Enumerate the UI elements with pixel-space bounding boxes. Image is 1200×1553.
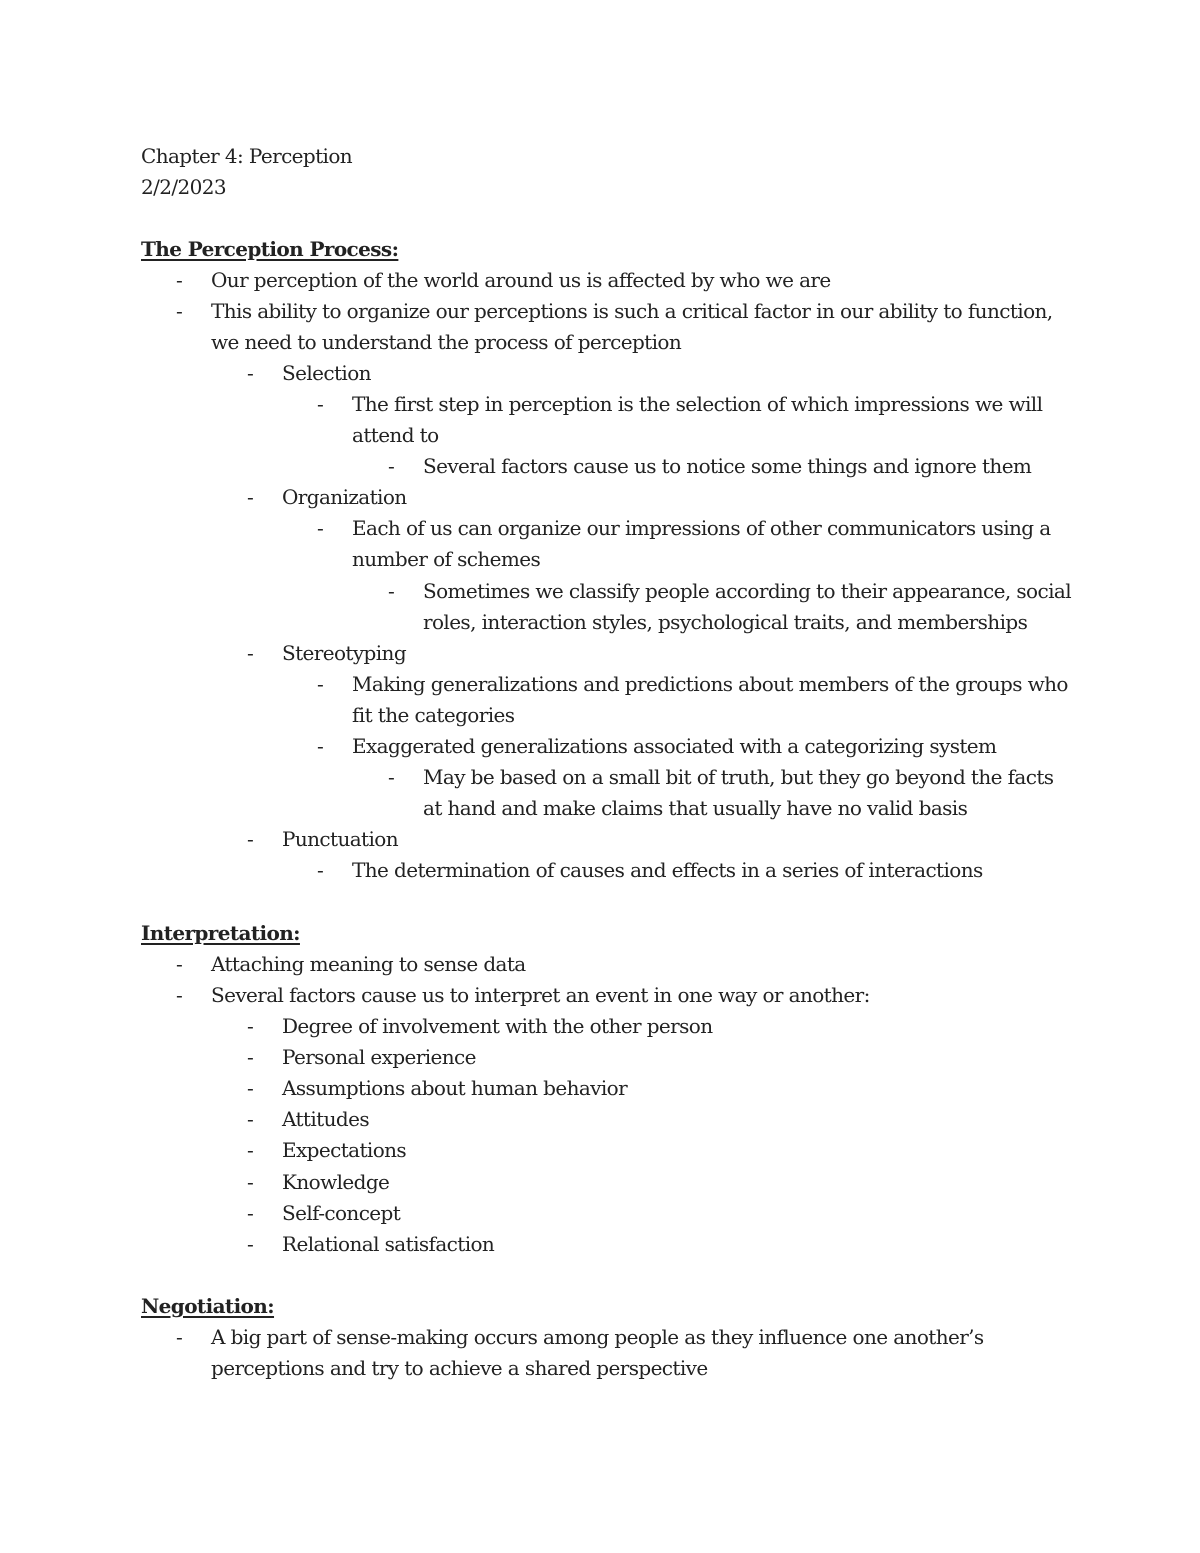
list-item-text: Attaching meaning to sense data — [211, 952, 526, 976]
bullet-dash: - — [176, 952, 183, 976]
list-item-text: Selection — [282, 361, 371, 385]
bullet-dash: - — [247, 1138, 254, 1162]
document-date — [0, 172, 1200, 203]
list-item — [0, 265, 1200, 296]
list-item — [0, 513, 1200, 544]
list-item — [0, 1042, 1200, 1073]
list-item-continuation — [0, 700, 1200, 731]
bullet-dash: - — [247, 1170, 254, 1194]
section-heading-perception-process — [0, 234, 1200, 265]
bullet-dash: - — [247, 1014, 254, 1038]
list-item — [0, 482, 1200, 513]
bullet-dash: - — [247, 1107, 254, 1131]
list-item-text: Several factors cause us to notice some things and ignore them — [423, 454, 1032, 478]
list-item-text: A big part of sense-making occurs among people as they influence one another’s — [211, 1325, 984, 1349]
bullet-dash: - — [317, 734, 324, 758]
list-item — [0, 638, 1200, 669]
list-item-text: attend to — [352, 423, 439, 447]
list-item-text: roles, interaction styles, psychological traits, and memberships — [423, 610, 1028, 634]
bullet-dash: - — [247, 641, 254, 665]
list-item-text: This ability to organize our perceptions is such a critical factor in our ability to function, — [211, 299, 1053, 323]
list-item-text: Organization — [282, 485, 407, 509]
bullet-dash: - — [247, 1076, 254, 1100]
bullet-dash: - — [176, 983, 183, 1007]
heading-text: Interpretation: — [141, 921, 300, 945]
list-item-text: Several factors cause us to interpret an event in one way or another: — [211, 983, 870, 1007]
list-item-text: Attitudes — [282, 1107, 369, 1131]
list-item — [0, 1073, 1200, 1104]
bullet-dash: - — [247, 1045, 254, 1069]
bullet-dash: - — [317, 858, 324, 882]
list-item-continuation — [0, 327, 1200, 358]
list-item — [0, 731, 1200, 762]
list-item-text: Personal experience — [282, 1045, 476, 1069]
list-item-continuation — [0, 544, 1200, 575]
list-item — [0, 1011, 1200, 1042]
list-item — [0, 1135, 1200, 1166]
list-item-text: Relational satisfaction — [282, 1232, 495, 1256]
list-item — [0, 1229, 1200, 1260]
list-item-text: at hand and make claims that usually have no valid basis — [423, 796, 968, 820]
list-item-text: number of schemes — [352, 547, 541, 571]
list-item — [0, 1104, 1200, 1135]
list-item-text: perceptions and try to achieve a shared perspective — [211, 1356, 708, 1380]
heading-text: Negotiation: — [141, 1294, 275, 1318]
bullet-dash: - — [388, 454, 395, 478]
bullet-dash: - — [317, 392, 324, 416]
list-item — [0, 980, 1200, 1011]
bullet-dash: - — [317, 672, 324, 696]
list-item — [0, 576, 1200, 607]
list-item-text: Punctuation — [282, 827, 399, 851]
list-item-continuation — [0, 420, 1200, 451]
list-item-text: Degree of involvement with the other person — [282, 1014, 713, 1038]
list-item — [0, 451, 1200, 482]
list-item — [0, 855, 1200, 886]
list-item-text: The first step in perception is the selection of which impressions we will — [352, 392, 1043, 416]
list-item — [0, 824, 1200, 855]
list-item — [0, 389, 1200, 420]
list-item-text: Knowledge — [282, 1170, 390, 1194]
date-text: 2/2/2023 — [141, 175, 227, 199]
list-item — [0, 1198, 1200, 1229]
bullet-dash: - — [176, 268, 183, 292]
list-item-continuation — [0, 607, 1200, 638]
list-item-text: Each of us can organize our impressions of other communicators using a — [352, 516, 1051, 540]
bullet-dash: - — [317, 516, 324, 540]
list-item-continuation — [0, 793, 1200, 824]
list-item-text: May be based on a small bit of truth, but they go beyond the facts — [423, 765, 1054, 789]
bullet-dash: - — [176, 1325, 183, 1349]
list-item-text: Exaggerated generalizations associated with a categorizing system — [352, 734, 997, 758]
list-item — [0, 1322, 1200, 1353]
list-item — [0, 669, 1200, 700]
list-item-text: Sometimes we classify people according to their appearance, social — [423, 579, 1071, 603]
list-item — [0, 296, 1200, 327]
list-item — [0, 358, 1200, 389]
bullet-dash: - — [247, 1201, 254, 1225]
title-text: Chapter 4: Perception — [141, 144, 353, 168]
list-item-text: we need to understand the process of perception — [211, 330, 682, 354]
bullet-dash: - — [247, 361, 254, 385]
bullet-dash: - — [247, 485, 254, 509]
bullet-dash: - — [247, 827, 254, 851]
list-item-text: The determination of causes and effects in a series of interactions — [352, 858, 983, 882]
bullet-dash: - — [388, 579, 395, 603]
bullet-dash: - — [176, 299, 183, 323]
document-title — [0, 141, 1200, 172]
list-item — [0, 1167, 1200, 1198]
section-heading-interpretation — [0, 918, 1200, 949]
list-item — [0, 949, 1200, 980]
list-item-text: Making generalizations and predictions about members of the groups who — [352, 672, 1068, 696]
section-heading-negotiation — [0, 1291, 1200, 1322]
bullet-dash: - — [388, 765, 395, 789]
list-item-continuation — [0, 1353, 1200, 1384]
list-item-text: fit the categories — [352, 703, 515, 727]
heading-text: The Perception Process: — [141, 237, 399, 261]
bullet-dash: - — [247, 1232, 254, 1256]
list-item — [0, 762, 1200, 793]
list-item-text: Assumptions about human behavior — [282, 1076, 628, 1100]
list-item-text: Expectations — [282, 1138, 407, 1162]
list-item-text: Our perception of the world around us is affected by who we are — [211, 268, 831, 292]
list-item-text: Self-concept — [282, 1201, 401, 1225]
list-item-text: Stereotyping — [282, 641, 407, 665]
